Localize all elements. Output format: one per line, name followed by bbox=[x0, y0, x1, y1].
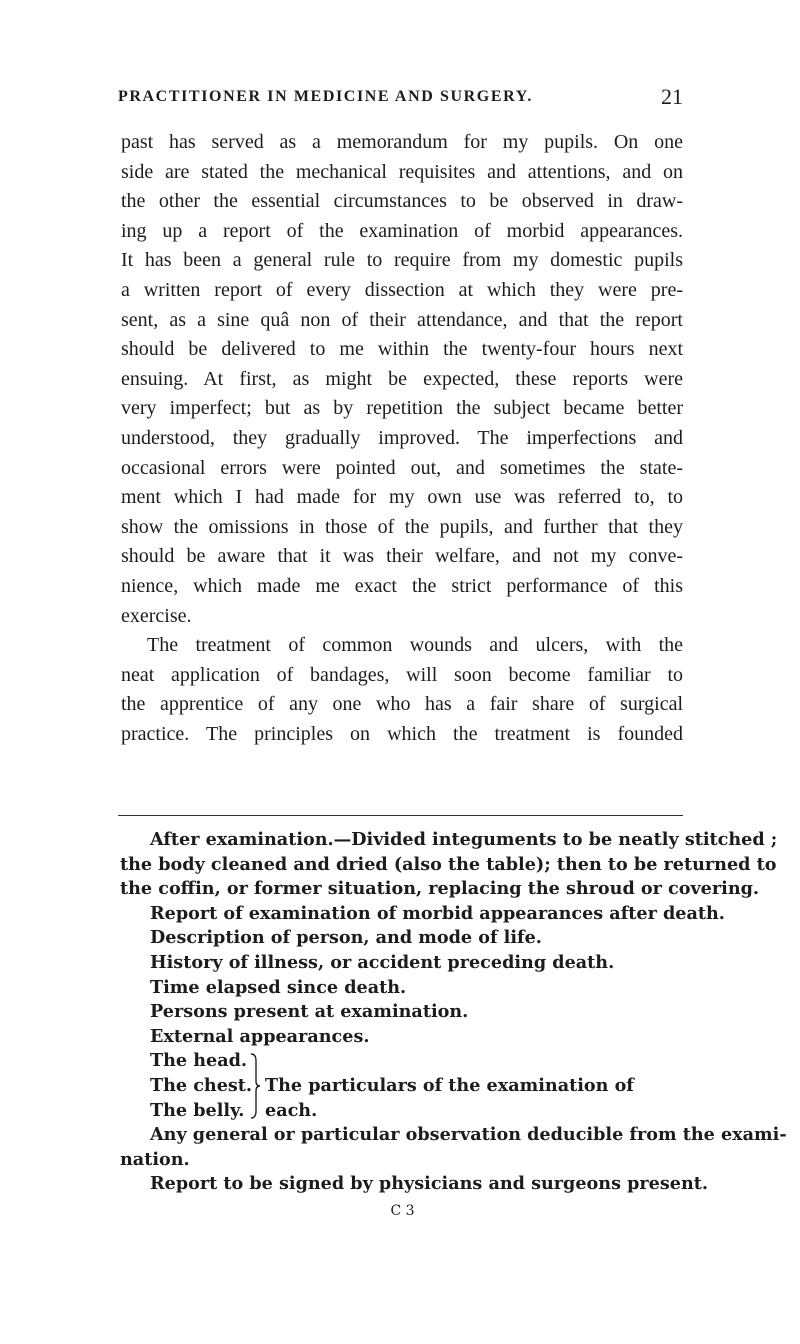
footnote-item: Persons present at examination. bbox=[150, 1001, 469, 1023]
body-parts-group bbox=[120, 1049, 685, 1123]
footnote-item: Time elapsed since death. bbox=[150, 976, 407, 998]
body-line: ment which I had made for my own use was referred to, to bbox=[121, 486, 683, 509]
body-line: The treatment of common wounds and ulcers, with the bbox=[147, 634, 683, 657]
body-line: occasional errors were pointed out, and sometimes the state- bbox=[121, 456, 683, 479]
body-line: ing up a report of the examination of morbid appearances. bbox=[121, 219, 683, 242]
body-line: practice. The principles on which the treatment is founded bbox=[121, 722, 683, 745]
footnote-line: Report to be signed by physicians and surgeons present. bbox=[150, 1173, 709, 1195]
body-line: ensuing. At first, as might be expected, these reports were bbox=[121, 367, 683, 390]
footnote-line: nation. bbox=[120, 1148, 190, 1170]
footnote-item: Description of person, and mode of life. bbox=[150, 927, 542, 949]
body-part-item: The head. bbox=[150, 1050, 248, 1072]
body-line: show the omissions in those of the pupils, and further that they bbox=[121, 515, 683, 538]
body-line: a written report of every dissection at which they were pre- bbox=[121, 278, 683, 301]
body-line: side are stated the mechanical requisites and attentions, and on bbox=[121, 160, 683, 183]
body-parts-list bbox=[150, 1049, 252, 1123]
body-line: exercise. bbox=[121, 604, 192, 627]
body-line: should be aware that it was their welfare, and not my conve- bbox=[121, 545, 683, 568]
bracket-description: The particulars of the examination of each. bbox=[265, 1074, 634, 1121]
body-line: past has served as a memorandum for my pupils. On one bbox=[121, 131, 683, 153]
footnote-line: the body cleaned and dried (also the table); then to be returned to bbox=[120, 853, 777, 875]
footnote bbox=[120, 828, 787, 1224]
footnote-item: External appearances. bbox=[150, 1025, 370, 1047]
body-line: the apprentice of any one who has a fair share of surgical bbox=[121, 693, 683, 716]
footnote-line: After examination.—Divided integuments to be neatly stitched ; bbox=[150, 829, 778, 850]
page-number: 21 bbox=[661, 84, 683, 109]
body-line: understood, they gradually improved. The imperfections and bbox=[121, 426, 683, 449]
body-line: nience, which made me exact the strict performance of this bbox=[121, 574, 683, 597]
body-line: very imperfect; but as by repetition the subject became better bbox=[121, 397, 683, 420]
right-brace-icon bbox=[250, 1053, 260, 1119]
footnote-divider bbox=[118, 815, 683, 816]
body-text bbox=[121, 128, 683, 749]
body-part-item: The chest. bbox=[150, 1074, 253, 1096]
body-line: the other the essential circumstances to be observed in draw- bbox=[121, 190, 683, 213]
body-line: It has been a general rule to require from my domestic pupils bbox=[121, 249, 683, 272]
body-line: sent, as a sine quâ non of their attendance, and that the report bbox=[121, 308, 683, 331]
running-title: PRACTITIONER IN MEDICINE AND SURGERY. bbox=[118, 88, 533, 105]
running-header bbox=[118, 84, 683, 112]
footnote-item: History of illness, or accident preceding death. bbox=[150, 951, 615, 973]
footnote-item: Report of examination of morbid appearances after death. bbox=[150, 902, 725, 924]
body-line: neat application of bandages, will soon become familiar to bbox=[121, 663, 683, 686]
footnote-line: Any general or particular observation deducible from the exami- bbox=[150, 1124, 787, 1146]
footnote-line: the coffin, or former situation, replacing the shroud or covering. bbox=[120, 878, 760, 900]
body-line: should be delivered to me within the twenty-four hours next bbox=[121, 338, 683, 361]
signature-mark: C 3 bbox=[390, 1202, 415, 1219]
body-part-item: The belly. bbox=[150, 1099, 245, 1121]
